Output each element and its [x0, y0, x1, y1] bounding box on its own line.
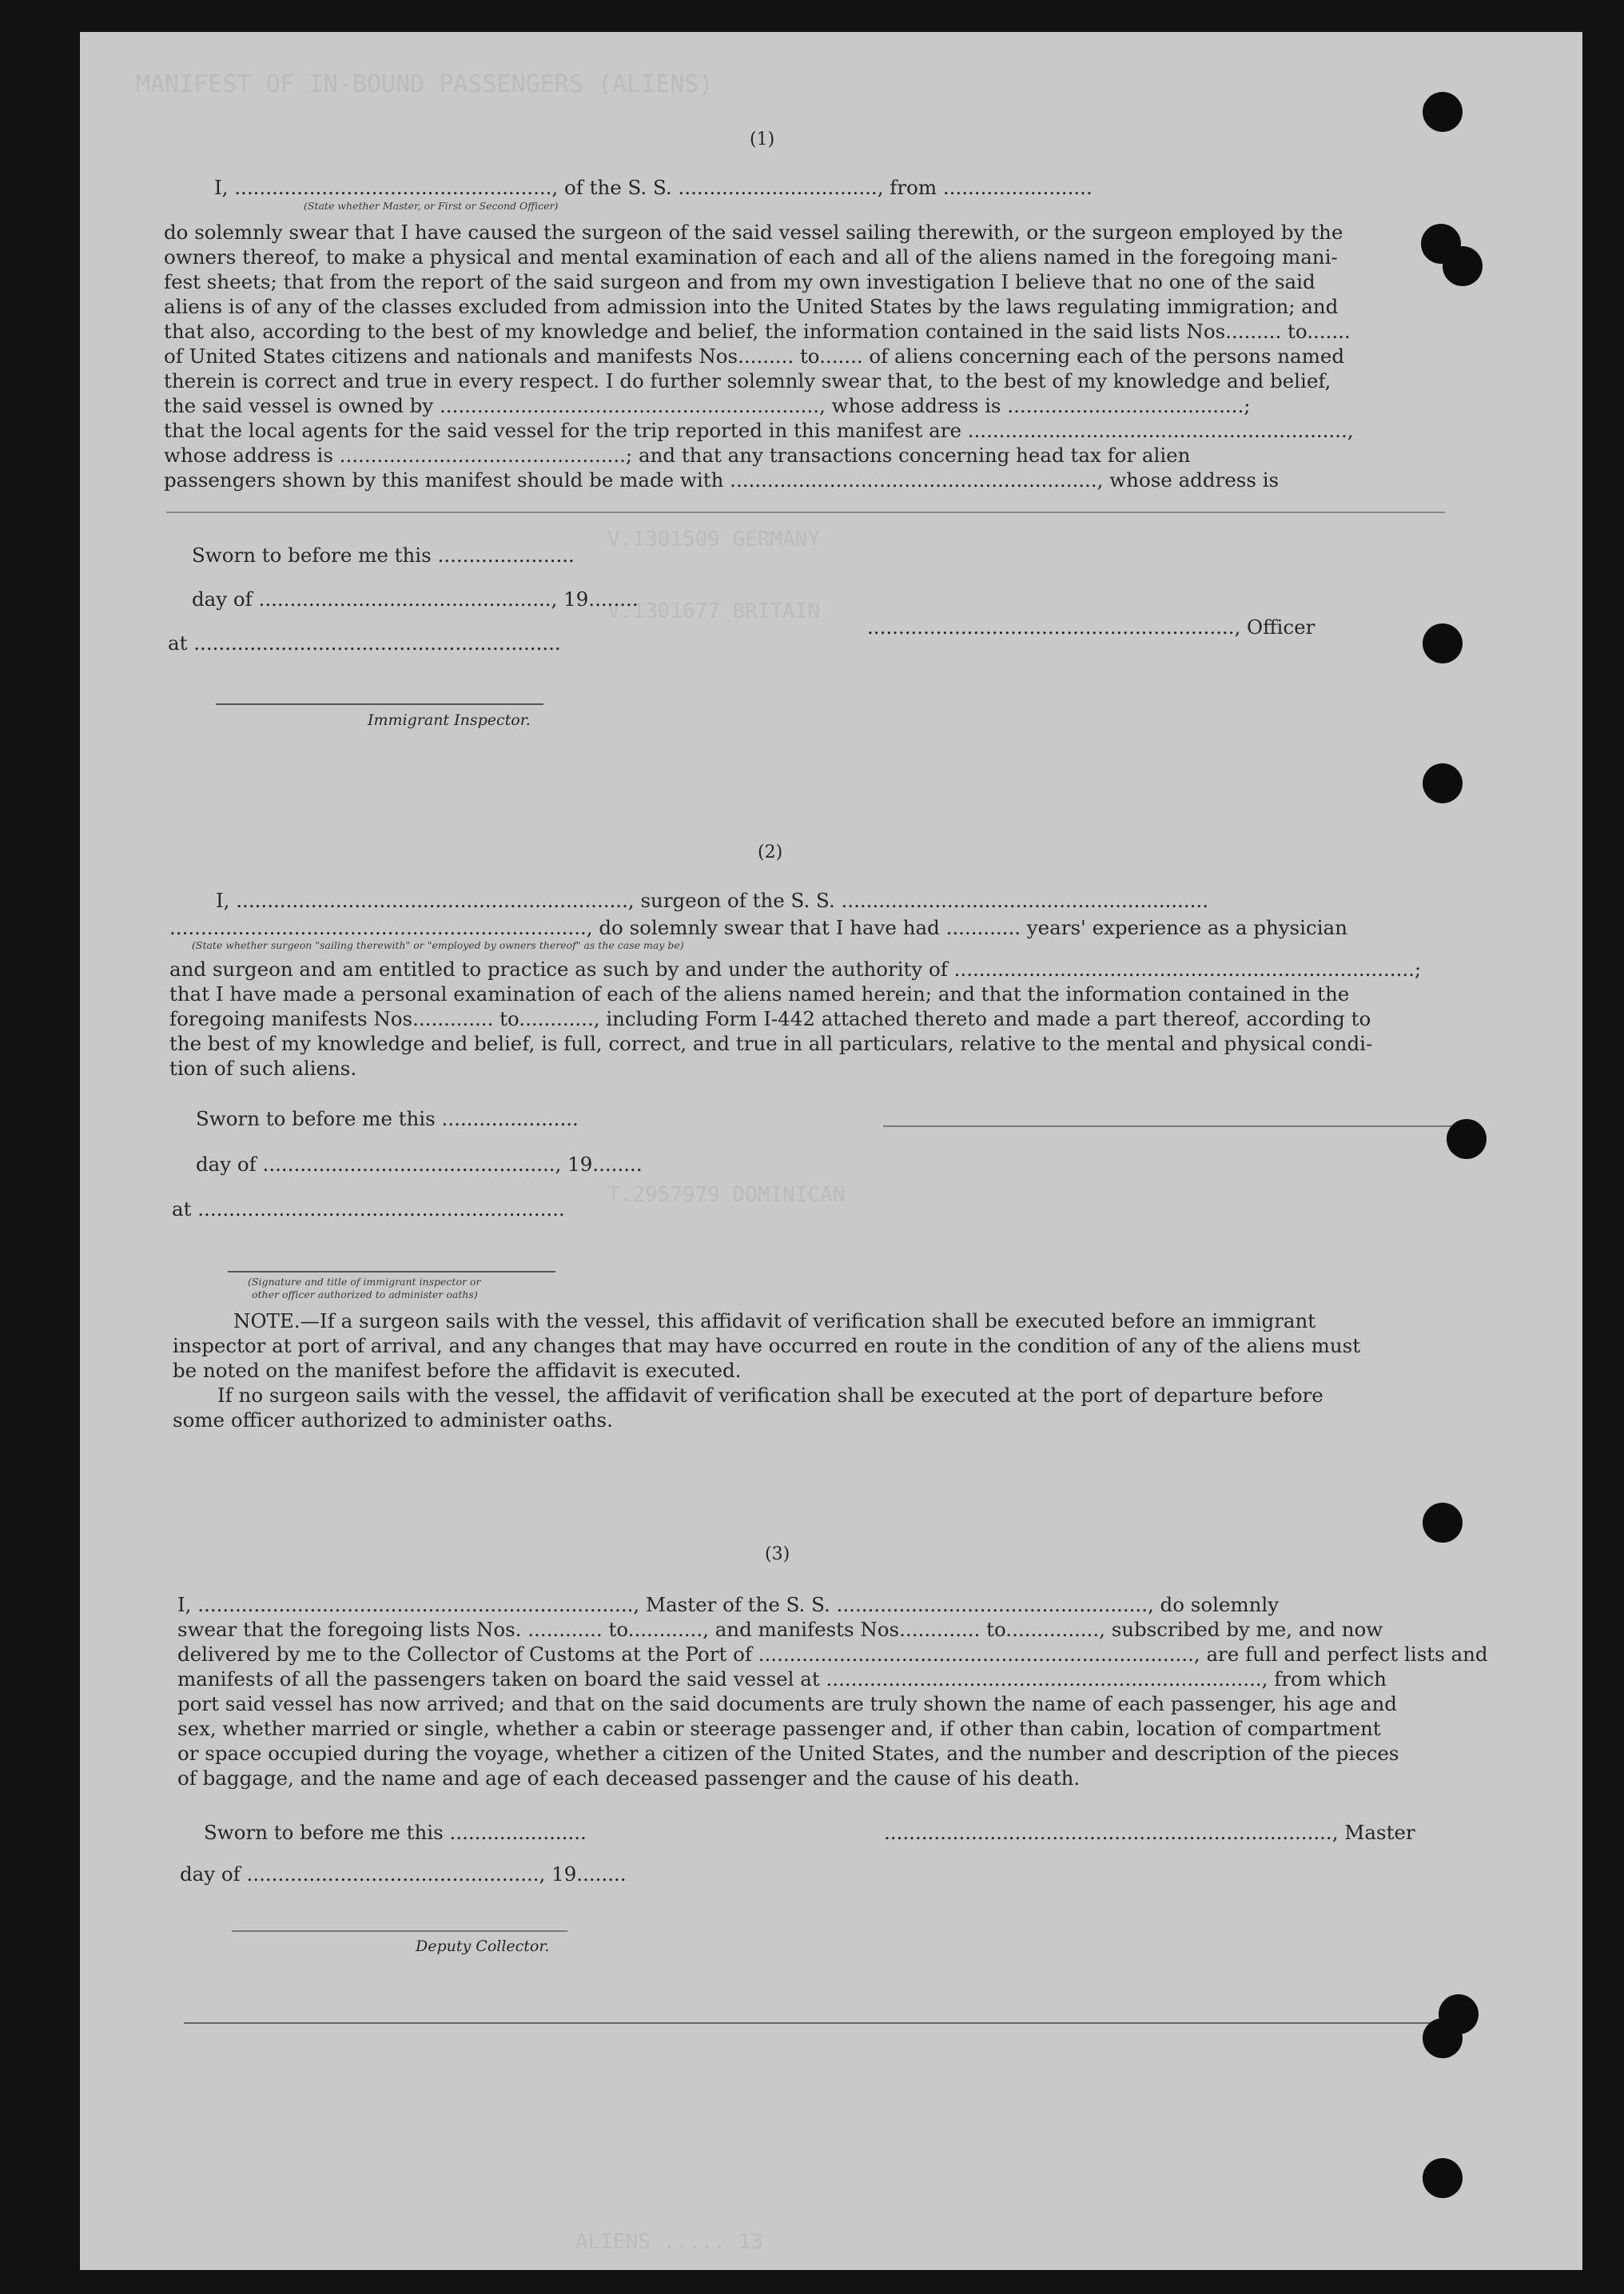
section-1-officer-note: (State whether Master, or First or Second Officer) — [304, 200, 559, 212]
section-3-paragraph-line: swear that the foregoing lists Nos. ............ to............, and manifests Nos............. to..............., subscribed by me, and now — [177, 1618, 1383, 1641]
bleed-through-text: V.1301677 BRITAIN — [607, 599, 821, 623]
section-2-paragraph-line: that I have made a personal examination of each of the aliens named herein; and that the information contained in the — [169, 982, 1350, 1006]
inspector-signature-line — [216, 703, 543, 705]
master-signature: ........................................................................, Master — [884, 1821, 1415, 1844]
punch-hole-icon — [1423, 763, 1463, 803]
punch-hole-icon — [1447, 1119, 1487, 1159]
signature-title-note-1: (Signature and title of immigrant inspector or — [248, 1276, 481, 1288]
address-dotted-line — [166, 512, 1445, 513]
section-3-day: day of ..............................................., 19........ — [180, 1862, 627, 1886]
punch-hole-icon — [1423, 1503, 1463, 1543]
section-1-at: at ........................................................... — [168, 631, 561, 655]
section-2-number: (2) — [758, 842, 783, 862]
section-2-day: day of ..............................................., 19........ — [196, 1153, 643, 1176]
section-2-experience-line: ..................................................................., do solemnly swear that I have had ............ years' experience as a physician — [169, 916, 1347, 939]
section-1-number: (1) — [750, 129, 775, 149]
section-3-sworn: Sworn to before me this ...................... — [204, 1821, 587, 1844]
punch-hole-icon — [1423, 623, 1463, 663]
bleed-through-header: MANIFEST OF IN-BOUND PASSENGERS (ALIENS) — [136, 70, 714, 98]
section-1-paragraph-line: of United States citizens and nationals and manifests Nos......... to....... of aliens concerning each of the persons named — [164, 344, 1345, 368]
section-1-paragraph-line: owners thereof, to make a physical and mental examination of each and all of the aliens named in the foregoing mani- — [164, 245, 1338, 269]
section-3-paragraph-line: of baggage, and the name and age of each deceased passenger and the cause of his death. — [177, 1766, 1081, 1790]
section-1-paragraph-line: do solemnly swear that I have caused the surgeon of the said vessel sailing therewith, or the surgeon employed by the — [164, 221, 1343, 244]
section-1-officer-signature: ..........................................................., Officer — [867, 615, 1316, 639]
section-2-paragraph-line: foregoing manifests Nos............. to............, including Form I-442 attached thereto and made a part thereof, according to — [169, 1007, 1371, 1030]
section-1-sworn: Sworn to before me this ...................... — [192, 544, 575, 567]
section-3-paragraph-line: I, ......................................................................, Master of the S. S. .................................................., do solemnly — [177, 1593, 1280, 1616]
surgeon-signature-line — [883, 1125, 1459, 1127]
section-1-paragraph-line: aliens is of any of the classes excluded from admission into the United States by the laws regulating immigration; and — [164, 295, 1339, 318]
section-1-day: day of ..............................................., 19........ — [192, 587, 639, 611]
punch-hole-icon — [1423, 92, 1463, 132]
bleed-through-footer: ALIENS ..... 13 — [575, 2230, 763, 2254]
bleed-through-text: T.2957979 DOMINICAN — [607, 1183, 846, 1207]
section-2-opening-line: I, ..............................................................., surgeon of the S. S. ........................................................... — [216, 889, 1208, 912]
section-1-paragraph-line: passengers shown by this manifest should be made with ..........................................................., whose address is — [164, 468, 1280, 492]
section-3-paragraph-line: delivered by me to the Collector of Customs at the Port of ......................................................................, are full and perfect lists and — [177, 1643, 1488, 1666]
section-3-number: (3) — [765, 1544, 790, 1564]
section-2-surgeon-note: (State whether surgeon "sailing therewith" or "employed by owners thereof" as the case may be) — [192, 939, 684, 951]
section-1-paragraph-line: fest sheets; that from the report of the said surgeon and from my own investigation I believe that no one of the said — [164, 270, 1316, 293]
section-1-paragraph-line: whose address is ..............................................; and that any transactions concerning head tax for alien — [164, 444, 1191, 467]
collector-signature-line — [232, 1930, 567, 1932]
section-3-paragraph-line: or space occupied during the voyage, whether a citizen of the United States, and the number and description of the pieces — [177, 1742, 1399, 1765]
section-2-at: at ........................................................... — [172, 1197, 565, 1221]
deputy-collector-label: Deputy Collector. — [416, 1938, 550, 1955]
punch-hole-icon — [1423, 2018, 1463, 2058]
signature-title-note-2: other officer authorized to administer oaths) — [252, 1288, 478, 1300]
document-page — [80, 32, 1582, 2270]
section-3-paragraph-line: sex, whether married or single, whether a cabin or steerage passenger and, if other than cabin, location of compartment — [177, 1717, 1381, 1740]
section-2-paragraph-line: and surgeon and am entitled to practice as such by and under the authority of ..........................................................................; — [169, 958, 1422, 981]
punch-hole-icon — [1423, 2158, 1463, 2198]
section-2-paragraph-line: the best of my knowledge and belief, is full, correct, and true in all particulars, relative to the mental and physical condi- — [169, 1032, 1373, 1055]
section-2-paragraph-line: tion of such aliens. — [169, 1057, 357, 1080]
immigrant-inspector-label: Immigrant Inspector. — [368, 711, 531, 729]
section-1-paragraph-line: that the local agents for the said vessel for the trip reported in this manifest are ............................................................., — [164, 419, 1354, 442]
inspector-signature-line-2 — [228, 1271, 555, 1272]
bottom-rule — [184, 2022, 1471, 2024]
section-1-opening-line: I, ..................................................., of the S. S. ................................, from ........................ — [214, 176, 1093, 199]
section-3-paragraph-line: manifests of all the passengers taken on board the said vessel at ......................................................................, from which — [177, 1667, 1387, 1691]
section-1-paragraph-line: therein is correct and true in every respect. I do further solemnly swear that, to the best of my knowledge and belief, — [164, 369, 1331, 392]
bleed-through-text: V.1301509 GERMANY — [607, 528, 821, 552]
section-2-sworn: Sworn to before me this ...................... — [196, 1107, 579, 1130]
note-line: NOTE.—If a surgeon sails with the vessel, this affidavit of verification shall be executed before an immigrant — [233, 1309, 1316, 1332]
note-line: some officer authorized to administer oaths. — [173, 1408, 613, 1432]
section-3-paragraph-line: port said vessel has now arrived; and that on the said documents are truly shown the name of each passenger, his age and — [177, 1692, 1397, 1715]
note-line: If no surgeon sails with the vessel, the affidavit of verification shall be executed at the port of departure before — [217, 1384, 1323, 1407]
note-line: inspector at port of arrival, and any changes that may have occurred en route in the condition of any of the aliens must — [173, 1334, 1361, 1357]
section-1-paragraph-line: the said vessel is owned by ............................................................., whose address is ......................................; — [164, 394, 1251, 417]
note-line: be noted on the manifest before the affidavit is executed. — [173, 1359, 742, 1382]
punch-hole-icon — [1443, 246, 1483, 286]
section-1-paragraph-line: that also, according to the best of my knowledge and belief, the information contained in the said lists Nos......... to....... — [164, 320, 1351, 343]
